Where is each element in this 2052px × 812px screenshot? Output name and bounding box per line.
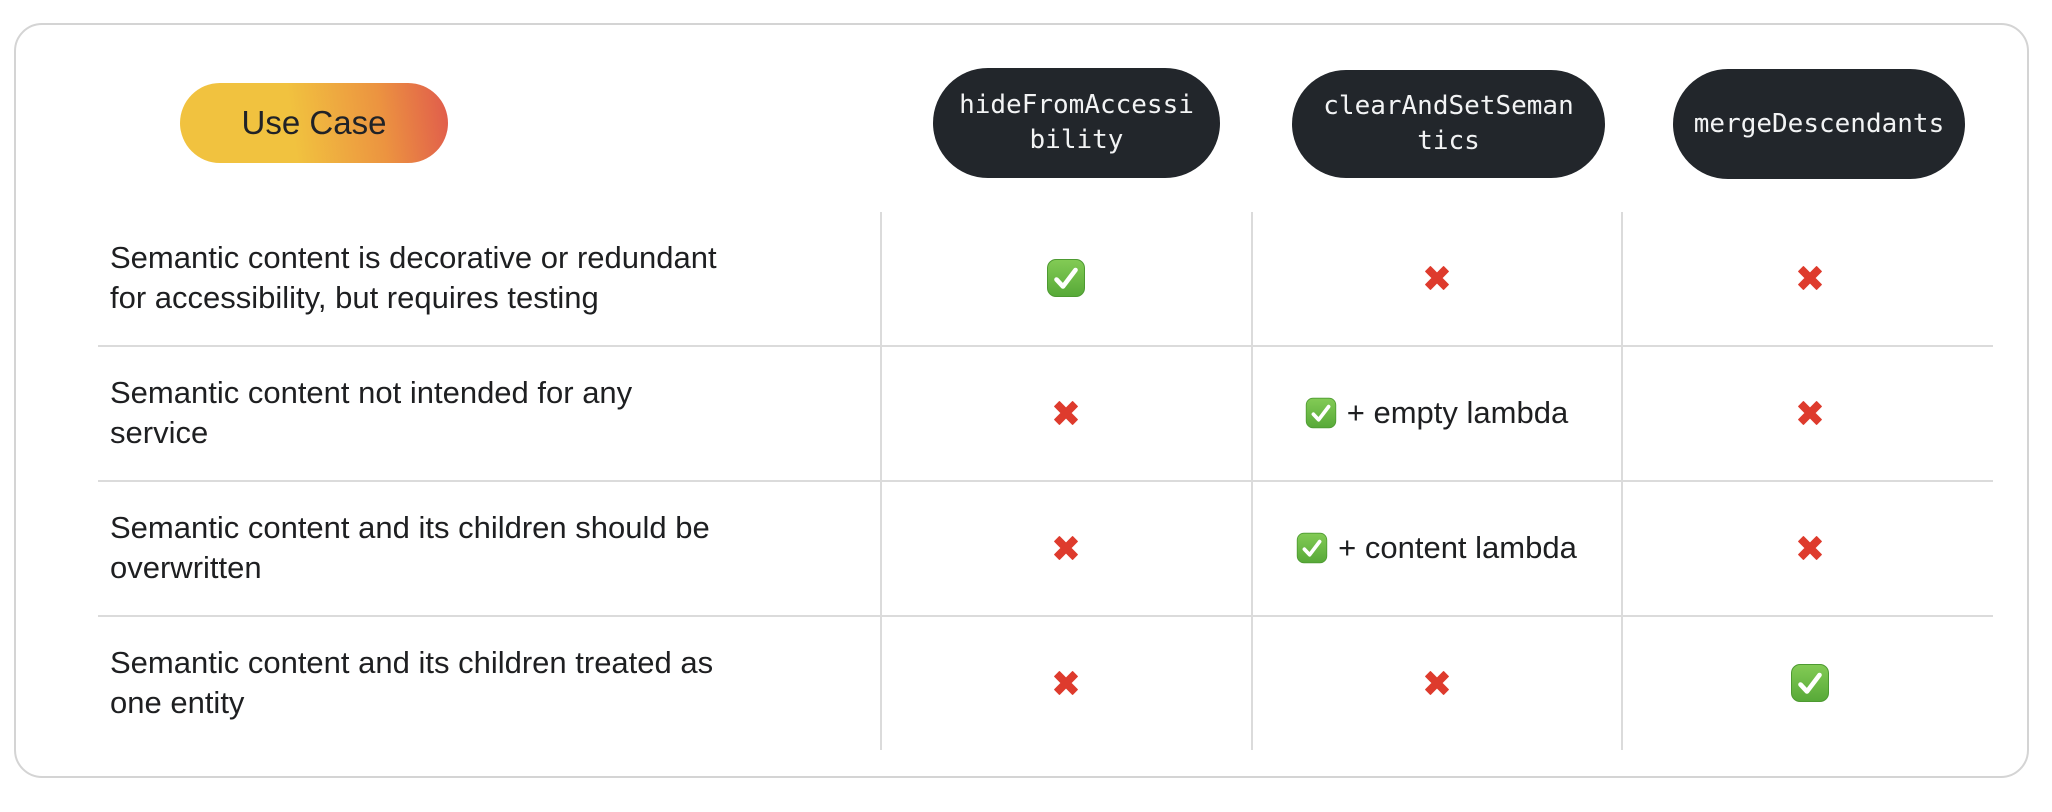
result-cell xyxy=(882,615,1250,750)
use-case-header-pill xyxy=(180,83,448,163)
check-icon xyxy=(1296,532,1328,564)
check-icon xyxy=(1305,397,1337,429)
result-cell xyxy=(1623,210,1997,345)
cross-icon xyxy=(1792,395,1828,431)
use-case-header-label: Use Case xyxy=(241,104,387,141)
column-pill-clear-and-set-semantics xyxy=(1292,70,1605,178)
cross-icon xyxy=(1419,260,1455,296)
cross-icon xyxy=(1792,260,1828,296)
table-row xyxy=(0,615,2052,750)
cross-icon xyxy=(1048,395,1084,431)
table-row xyxy=(0,480,2052,615)
column-pill-hide-from-accessibility xyxy=(933,68,1220,178)
column-pill-label: hideFromAccessibility xyxy=(959,90,1194,155)
result-cell xyxy=(1253,480,1620,615)
table-row xyxy=(0,345,2052,480)
result-cell xyxy=(1253,210,1620,345)
use-case-cell: Semantic content and its children treated as one entity xyxy=(110,644,714,720)
use-case-cell: Semantic content not intended for any service xyxy=(110,374,633,450)
result-cell xyxy=(1623,615,1997,750)
table-row xyxy=(0,210,2052,345)
cell-suffix-text: + empty lambda xyxy=(1346,394,1569,430)
use-case-cell: Semantic content is decorative or redundant for accessibility, but requires testing xyxy=(110,239,717,315)
result-cell xyxy=(1623,345,1997,480)
result-cell xyxy=(1623,480,1997,615)
result-cell xyxy=(882,480,1250,615)
result-cell xyxy=(882,345,1250,480)
result-cell xyxy=(1253,345,1620,480)
column-pill-label: mergeDescendants xyxy=(1693,108,1945,139)
check-icon xyxy=(1790,663,1830,703)
use-case-cell: Semantic content and its children should be overwritten xyxy=(110,509,710,585)
result-cell xyxy=(882,210,1250,345)
cross-icon xyxy=(1048,530,1084,566)
result-cell xyxy=(1253,615,1620,750)
cross-icon xyxy=(1792,530,1828,566)
cross-icon xyxy=(1048,665,1084,701)
column-pill-merge-descendants xyxy=(1673,69,1965,179)
cross-icon xyxy=(1419,665,1455,701)
column-pill-label: clearAndSetSemantics xyxy=(1323,91,1574,156)
check-icon xyxy=(1046,258,1086,298)
cell-suffix-text: + content lambda xyxy=(1338,529,1577,565)
